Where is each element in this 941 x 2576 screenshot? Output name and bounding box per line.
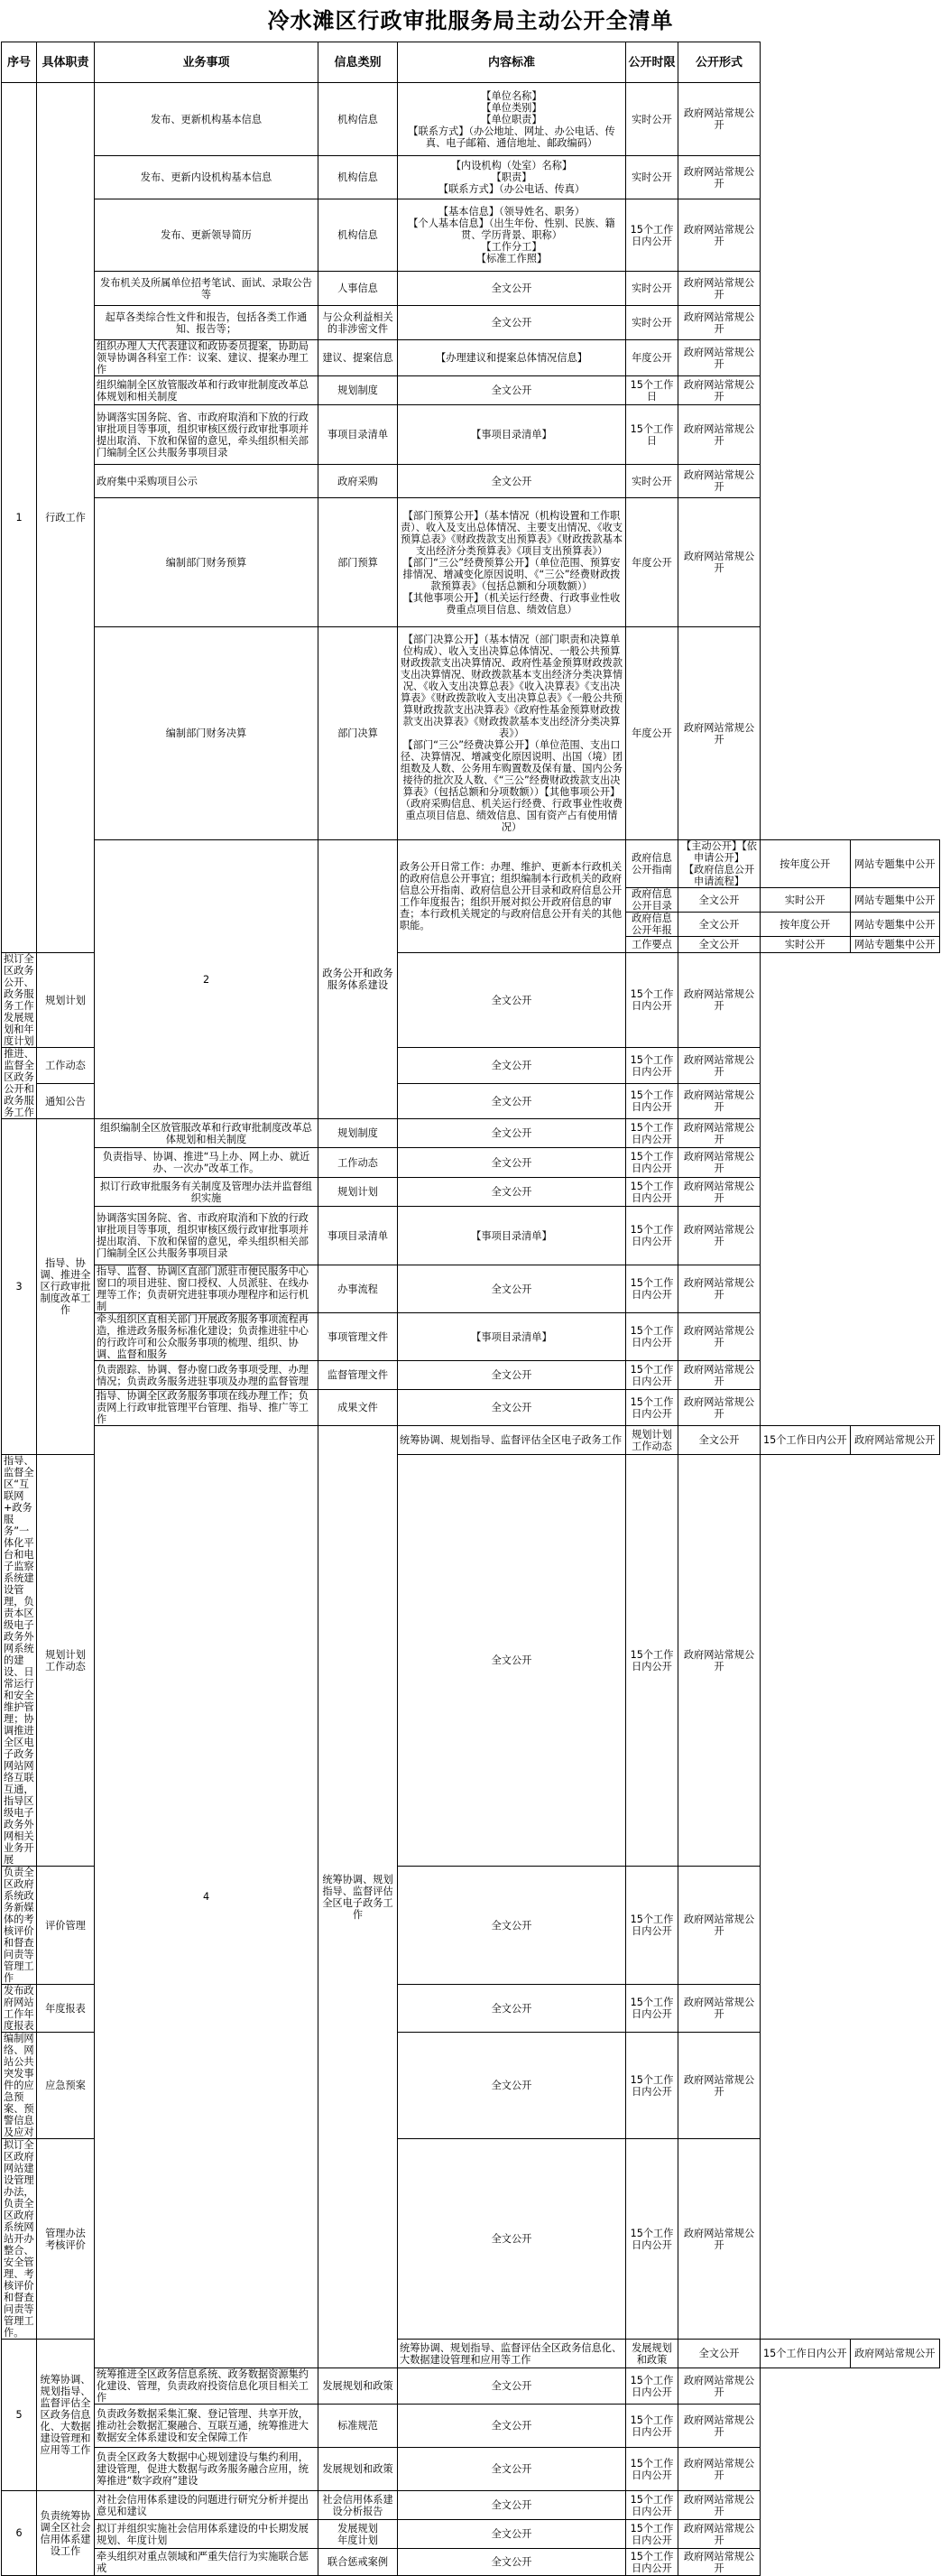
row-standard: 全文公开 (678, 888, 761, 913)
row-category: 发展规划和政策 (318, 2448, 398, 2491)
row-standard: 全文公开 (398, 2549, 626, 2576)
row-time-limit: 15个工作日内公开 (626, 1390, 678, 1426)
row-form: 政府网站常规公开 (678, 2139, 761, 2340)
row-item: 编制部门财务决算 (95, 627, 318, 840)
row-time-limit: 15个工作日内公开 (626, 2033, 678, 2139)
row-category: 社会信用体系建设分析报告 (318, 2491, 398, 2520)
row-standard: 【主动公开】【依申请公开】 【政府信息公开申请流程】 (678, 840, 761, 888)
row-form: 政府网站常规公开 (678, 272, 761, 306)
table-row (2, 2520, 940, 2549)
table-header-row (2, 42, 940, 83)
row-item: 负责全区政府系统政务新媒体的考核评价和督查问责等管理工作 (2, 1867, 37, 1985)
row-category: 政府信息公开年报 (626, 913, 678, 937)
row-time-limit: 15个工作日内公开 (626, 2139, 678, 2340)
row-time-limit: 15个工作日内公开 (626, 2549, 678, 2576)
row-standard: 全文公开 (398, 2520, 626, 2549)
row-time-limit: 年度公开 (626, 627, 678, 840)
row-item: 发布政府网站工作年度报表 (2, 1985, 37, 2033)
row-category: 规划计划 工作动态 (626, 1426, 678, 1455)
row-item: 推进、监督全区政务公开和政务服务工作 (2, 1048, 37, 1119)
table-row (2, 1390, 940, 1426)
row-category: 部门决算 (318, 627, 398, 840)
row-standard: 全文公开 (398, 1084, 626, 1119)
row-time-limit: 15个工作日内公开 (626, 1207, 678, 1265)
row-item: 对社会信用体系建设的问题进行研究分析并提出意见和建议 (95, 2491, 318, 2520)
table-row (2, 199, 940, 272)
row-category: 机构信息 (318, 83, 398, 156)
header-category: 信息类别 (318, 42, 398, 83)
row-category: 规划计划 工作动态 (37, 1455, 95, 1867)
table-row (2, 2491, 940, 2520)
row-item: 统筹推进全区政务信息系统、政务数据资源集约化建设、管理，负责政府投资信息化项目相关工作 (95, 2368, 318, 2405)
row-category: 机构信息 (318, 199, 398, 272)
row-item: 负责指导、协调、推进“马上办、网上办、就近办、一次办”改革工作。 (95, 1148, 318, 1178)
row-form: 网站专题集中公开 (850, 913, 940, 937)
row-duty: 政务公开和政务服务体系建设 (318, 840, 398, 1119)
row-form: 政府网站常规公开 (678, 1985, 761, 2033)
row-seq: 4 (95, 1426, 318, 2368)
row-form: 政府网站常规公开 (678, 627, 761, 840)
row-form: 政府网站常规公开 (678, 1207, 761, 1265)
row-form: 政府网站常规公开 (678, 1313, 761, 1361)
row-form: 政府网站常规公开 (850, 1426, 940, 1455)
row-form: 政府网站常规公开 (678, 405, 761, 465)
row-category: 联合惩戒案例 (318, 2549, 398, 2576)
row-time-limit: 15个工作日内公开 (626, 1313, 678, 1361)
row-form: 政府网站常规公开 (678, 2405, 761, 2448)
table-row (2, 2549, 940, 2576)
row-standard: 【部门决算公开】（基本情况（部门职责和决算单位构成）、收入支出决算总体情况、一般公共预算财政拨款支出决算情况、政府性基金预算财政拨款支出决算情况、财政拨款基本支出经济分类决算情况、《收入支出决算总表》《收入决算表》《支出决算表》《财政拨款收入支出决算总表》《一般公共预算财政拨款支出决算表》《政府性基金预算财政拨款支出决算表》《财政拨款基本支出经济分类决算表》） 【部门“三公”经费决算公开】（单位范围、支出口径、决算情况、增减变化原因说明、出国（境）团组数及人数、公务用车购置数及保有量、国内公务接待的批次及人数、《“三公”经费财政拨款支出决算表》（包括总额和分项数额））【其他事项公开】（政府采购信息、机关运行经费、行政事业性收费重点项目信息、绩效信息、国有资产占有使用情况） (398, 627, 626, 840)
row-duty: 负责统筹协调全区社会信用体系建设工作 (37, 2491, 95, 2576)
row-time-limit: 15个工作日内公开 (626, 2405, 678, 2448)
row-time-limit: 15个工作日内公开 (626, 1985, 678, 2033)
row-item: 发布机关及所属单位招考笔试、面试、录取公告等 (95, 272, 318, 306)
header-standard: 内容标准 (398, 42, 626, 83)
table-row (2, 272, 940, 306)
row-duty: 统筹协调、规划指导、监督评估全区电子政务工作 (318, 1426, 398, 2368)
row-form: 政府网站常规公开 (678, 465, 761, 498)
row-standard: 【基本信息】（领导姓名、职务） 【个人基本信息】（出生年份、性别、民族、籍贯、学历背景、职称） 【工作分工】 【标准工作照】 (398, 199, 626, 272)
row-form: 政府网站常规公开 (678, 1455, 761, 1867)
row-duty: 行政工作 (37, 83, 95, 953)
row-standard: 全文公开 (678, 1426, 761, 1455)
row-form: 政府网站常规公开 (678, 83, 761, 156)
row-form: 政府网站常规公开 (678, 376, 761, 405)
row-item: 发布、更新领导简历 (95, 199, 318, 272)
row-category: 规划制度 (318, 376, 398, 405)
table-row (2, 1178, 940, 1207)
table-row (2, 83, 940, 156)
row-form: 政府网站常规公开 (678, 1867, 761, 1985)
row-time-limit: 15个工作日内公开 (626, 1119, 678, 1148)
row-item: 起草各类综合性文件和报告，包括各类工作通知、报告等； (95, 306, 318, 340)
row-category: 工作要点 (626, 937, 678, 953)
row-time-limit: 年度公开 (626, 498, 678, 627)
row-category: 事项目录清单 (318, 405, 398, 465)
row-category: 规划计划 (37, 953, 95, 1048)
row-time-limit: 实时公开 (626, 465, 678, 498)
table-row (2, 405, 940, 465)
row-item: 拟订全区政府网站建设管理办法，负责全区政府系统网站开办整合、安全管理、考核评价和督查问责等管理工作。 (2, 2139, 37, 2340)
row-standard: 全文公开 (398, 1048, 626, 1084)
row-item: 拟订行政审批服务有关制度及管理办法并监督组织实施 (95, 1178, 318, 1207)
row-form: 网站专题集中公开 (850, 888, 940, 913)
row-item: 协调落实国务院、省、市政府取消和下放的行政审批项目等事项，组织审核区级行政审批事项并提出取消、下放和保留的意见，牵头组织相关部门编制全区公共服务事项目录 (95, 1207, 318, 1265)
row-form: 政府网站常规公开 (678, 2520, 761, 2549)
row-form: 网站专题集中公开 (850, 937, 940, 953)
table-row (2, 2448, 940, 2491)
row-standard: 全文公开 (398, 1867, 626, 1985)
row-time-limit: 15个工作日内公开 (626, 1361, 678, 1390)
row-form: 政府网站常规公开 (678, 2368, 761, 2405)
row-standard: 全文公开 (398, 2448, 626, 2491)
table-row (2, 376, 940, 405)
row-category: 与公众利益相关的非涉密文件 (318, 306, 398, 340)
row-item: 发布、更新机构基本信息 (95, 83, 318, 156)
row-form: 政府网站常规公开 (678, 1048, 761, 1084)
row-standard: 全文公开 (398, 1455, 626, 1867)
row-item: 政府集中采购项目公示 (95, 465, 318, 498)
row-time-limit: 15个工作日内公开 (626, 1867, 678, 1985)
row-category: 事项目录清单 (318, 1207, 398, 1265)
table-row (2, 340, 940, 376)
row-time-limit: 实时公开 (626, 306, 678, 340)
row-item: 发布、更新内设机构基本信息 (95, 156, 318, 199)
header-duty: 具体职责 (37, 42, 95, 83)
page-title: 冷水滩区行政审批服务局主动公开全清单 (267, 7, 674, 33)
row-time-limit: 按年度公开 (761, 840, 851, 888)
row-time-limit: 15个工作日内公开 (626, 1148, 678, 1178)
row-time-limit: 15个工作日内公开 (626, 2368, 678, 2405)
row-category: 人事信息 (318, 272, 398, 306)
row-item: 负责政务数据采集汇聚、登记管理、共享开放，推动社会数据汇聚融合、互联互通，统筹推进大数据安全体系建设和安全保障工作 (95, 2405, 318, 2448)
row-item: 编制网络、网站公共突发事件的应急预案、预警信息及应对 (2, 2033, 37, 2139)
row-form: 网站专题集中公开 (850, 840, 940, 888)
row-item: 组织编制全区放管服改革和行政审批制度改革总体规划和相关制度 (95, 376, 318, 405)
row-item: 协调落实国务院、省、市政府取消和下放的行政审批项目等事项，组织审核区级行政审批事项并提出取消、下放和保留的意见，牵头组织相关部门编制全区公共服务事项目录 (95, 405, 318, 465)
row-time-limit: 实时公开 (761, 888, 851, 913)
row-standard: 全文公开 (678, 937, 761, 953)
row-item: 牵头组织对重点领域和严重失信行为实施联合惩戒 (95, 2549, 318, 2576)
row-form: 政府网站常规公开 (678, 2491, 761, 2520)
row-standard: 全文公开 (398, 306, 626, 340)
row-category: 成果文件 (318, 1390, 398, 1426)
row-standard: 全文公开 (398, 2368, 626, 2405)
table-row (2, 627, 940, 840)
row-category: 监督管理文件 (318, 1361, 398, 1390)
row-category: 规划制度 (318, 1119, 398, 1148)
table-row (2, 1148, 940, 1178)
row-category: 政府信息公开目录 (626, 888, 678, 913)
row-category: 部门预算 (318, 498, 398, 627)
row-item: 编制部门财务预算 (95, 498, 318, 627)
header-time-limit: 公开时限 (626, 42, 678, 83)
row-item: 统筹协调、规划指导、监督评估全区政务信息化、大数据建设管理和应用等工作 (398, 2340, 626, 2368)
row-standard: 【单位名称】 【单位类别】 【单位职责】 【联系方式】（办公地址、网址、办公电话、传真、电子邮箱、通信地址、邮政编码） (398, 83, 626, 156)
row-standard: 全文公开 (398, 1361, 626, 1390)
row-standard: 全文公开 (678, 913, 761, 937)
row-form: 政府网站常规公开 (678, 199, 761, 272)
row-time-limit: 15个工作日内公开 (626, 2520, 678, 2549)
row-time-limit: 年度公开 (626, 340, 678, 376)
row-category: 政府信息公开指南 (626, 840, 678, 888)
row-form: 政府网站常规公开 (678, 1119, 761, 1148)
row-time-limit: 15个工作日内公开 (761, 2340, 851, 2368)
row-time-limit: 15个工作日内公开 (626, 953, 678, 1048)
row-category: 标准规范 (318, 2405, 398, 2448)
row-category: 应急预案 (37, 2033, 95, 2139)
row-category: 建议、提案信息 (318, 340, 398, 376)
row-time-limit: 15个工作日内公开 (626, 1084, 678, 1119)
row-category: 工作动态 (37, 1048, 95, 1084)
row-standard: 全文公开 (398, 1119, 626, 1148)
header-seq: 序号 (2, 42, 37, 83)
row-time-limit: 按年度公开 (761, 913, 851, 937)
row-category: 管理办法 考核评价 (37, 2139, 95, 2340)
row-standard: 全文公开 (398, 1265, 626, 1313)
row-standard: 【事项目录清单】 (398, 405, 626, 465)
row-seq: 1 (2, 83, 37, 953)
row-form: 政府网站常规公开 (678, 156, 761, 199)
table-row (2, 1207, 940, 1265)
row-duty: 指导、协调、推进全区行政审批制度改革工作 (37, 1119, 95, 1455)
row-standard: 【事项目录清单】 (398, 1313, 626, 1361)
row-time-limit: 15个工作日内公开 (761, 1426, 851, 1455)
row-standard: 全文公开 (398, 1178, 626, 1207)
row-item: 拟订全区政务公开、政务服务工作发展规划和年度计划 (2, 953, 37, 1048)
row-category: 发展规划 年度计划 (318, 2520, 398, 2549)
row-standard: 全文公开 (398, 376, 626, 405)
row-category: 年度报表 (37, 1985, 95, 2033)
row-form: 政府网站常规公开 (850, 2340, 940, 2368)
row-form: 政府网站常规公开 (678, 2549, 761, 2576)
table-row (2, 1361, 940, 1390)
row-time-limit: 15个工作日 (626, 405, 678, 465)
row-standard: 全文公开 (398, 2033, 626, 2139)
row-time-limit: 15个工作日内公开 (626, 1455, 678, 1867)
row-item: 负责跟踪、协调、督办窗口政务事项受理、办理情况；负责政务服务进驻事项及办理的监督管理 (95, 1361, 318, 1390)
row-standard: 全文公开 (678, 2340, 761, 2368)
row-standard: 全文公开 (398, 1390, 626, 1426)
row-time-limit: 实时公开 (626, 156, 678, 199)
row-time-limit: 15个工作日内公开 (626, 2448, 678, 2491)
table-row (2, 1426, 940, 1455)
row-category: 发展规划和政策 (626, 2340, 678, 2368)
table-row (2, 1119, 940, 1148)
table-row (2, 1265, 940, 1313)
row-standard: 【部门预算公开】（基本情况（机构设置和工作职责）、收入及支出总体情况、主要支出情况、《收支预算总表》《财政拨款支出预算表》《财政拨款基本支出经济分类预算表》《项目支出预算表》） 【部门“三公”经费预算公开】（单位范围、预算安排情况、增减变化原因说明、《“三公”经费财政拨款预算表》（包括总额和分项数额）） 【其他事项公开】（机关运行经费、行政事业性收费重点项目信息、绩效信息） (398, 498, 626, 627)
row-seq: 2 (95, 840, 318, 1119)
row-seq: 5 (2, 2340, 37, 2491)
row-category: 机构信息 (318, 156, 398, 199)
row-standard: 全文公开 (398, 1985, 626, 2033)
row-time-limit: 15个工作日内公开 (626, 1178, 678, 1207)
header-form: 公开形式 (678, 42, 761, 83)
row-standard: 全文公开 (398, 2139, 626, 2340)
row-category: 发展规划和政策 (318, 2368, 398, 2405)
row-category: 事项管理文件 (318, 1313, 398, 1361)
row-item: 政务公开日常工作：办理、维护、更新本行政机关的政府信息公开事宜；组织编制本行政机关的政府信息公开指南、政府信息公开目录和政府信息公开工作年度报告；组织开展对拟公开政府信息的审查；本行政机关规定的与政府信息公开有关的其他职能。 (398, 840, 626, 953)
row-duty: 统筹协调、规划指导、监督评估全区政务信息化、大数据建设管理和应用等工作 (37, 2340, 95, 2491)
row-form: 政府网站常规公开 (678, 1390, 761, 1426)
row-time-limit: 15个工作日内公开 (626, 1265, 678, 1313)
row-category: 规划计划 (318, 1178, 398, 1207)
row-standard: 全文公开 (398, 1148, 626, 1178)
row-form: 政府网站常规公开 (678, 1361, 761, 1390)
row-standard: 【事项目录清单】 (398, 1207, 626, 1265)
row-item: 统筹协调、规划指导、监督评估全区电子政务工作 (398, 1426, 626, 1455)
row-item: 拟订并组织实施社会信用体系建设的中长期发展规划、年度计划 (95, 2520, 318, 2549)
row-standard: 全文公开 (398, 953, 626, 1048)
row-time-limit: 15个工作日内公开 (626, 199, 678, 272)
row-form: 政府网站常规公开 (678, 1178, 761, 1207)
disclosure-table (1, 42, 940, 2576)
row-form: 政府网站常规公开 (678, 1084, 761, 1119)
row-standard: 全文公开 (398, 2405, 626, 2448)
row-item: 负责全区政务大数据中心规划建设与集约利用，建设管理，促进大数据与政务服务融合应用，统筹推进“数字政府”建设 (95, 2448, 318, 2491)
row-form: 政府网站常规公开 (678, 306, 761, 340)
row-form: 政府网站常规公开 (678, 1265, 761, 1313)
row-item: 指导、监督全区“互联网+政务服务”一体化平台和电子监察系统建设管理，负责本区级电子政务外网系统的建设、日常运行和安全维护管理；协调推进全区电子政务网站网络互联互通，指导区级电子政务外网相关业务开展 (2, 1455, 37, 1867)
row-form: 政府网站常规公开 (678, 1148, 761, 1178)
row-form: 政府网站常规公开 (678, 498, 761, 627)
row-category: 评价管理 (37, 1867, 95, 1985)
row-item: 组织办理人大代表建议和政协委员提案，协助局领导协调各科室工作：议案、建议、提案办理工作 (95, 340, 318, 376)
row-standard: 全文公开 (398, 465, 626, 498)
row-standard: 全文公开 (398, 2491, 626, 2520)
row-standard: 【内设机构（处室）名称】 【职责】 【联系方式】（办公电话、传真） (398, 156, 626, 199)
table-row (2, 2405, 940, 2448)
row-item: 牵头组织区直相关部门开展政务服务事项流程再造，推进政务服务标准化建设；负责推进驻中心的行政许可和公众服务事项的梳理、组织、协调、监督和服务 (95, 1313, 318, 1361)
table-row (2, 306, 940, 340)
row-form: 政府网站常规公开 (678, 340, 761, 376)
table-row (2, 498, 940, 627)
row-seq: 6 (2, 2491, 37, 2576)
row-item: 指导、协调全区政务服务事项在线办理工作；负责网上行政审批管理平台管理、指导、推广等工作 (95, 1390, 318, 1426)
row-time-limit: 实时公开 (626, 272, 678, 306)
row-standard: 全文公开 (398, 272, 626, 306)
row-form: 政府网站常规公开 (678, 953, 761, 1048)
row-category: 政府采购 (318, 465, 398, 498)
row-category: 办事流程 (318, 1265, 398, 1313)
row-time-limit: 15个工作日内公开 (626, 1048, 678, 1084)
row-category: 工作动态 (318, 1148, 398, 1178)
row-time-limit: 实时公开 (761, 937, 851, 953)
row-standard: 【办理建议和提案总体情况信息】 (398, 340, 626, 376)
table-row (2, 465, 940, 498)
row-item: 指导、监督、协调区直部门派驻市便民服务中心窗口的项目进驻、窗口授权、人员派驻、在线办理等工作；负责研究进驻事项办理程序和运行机制 (95, 1265, 318, 1313)
row-form: 政府网站常规公开 (678, 2033, 761, 2139)
row-item: 组织编制全区放管服改革和行政审批制度改革总体规划和相关制度 (95, 1119, 318, 1148)
table-row (2, 2368, 940, 2405)
row-time-limit: 实时公开 (626, 83, 678, 156)
row-form: 政府网站常规公开 (678, 2448, 761, 2491)
header-item: 业务事项 (95, 42, 318, 83)
table-row (2, 156, 940, 199)
table-row (2, 840, 940, 888)
row-category: 通知公告 (37, 1084, 95, 1119)
table-row (2, 1313, 940, 1361)
row-time-limit: 15个工作日内公开 (626, 2491, 678, 2520)
row-seq: 3 (2, 1119, 37, 1455)
row-time-limit: 15个工作日 (626, 376, 678, 405)
